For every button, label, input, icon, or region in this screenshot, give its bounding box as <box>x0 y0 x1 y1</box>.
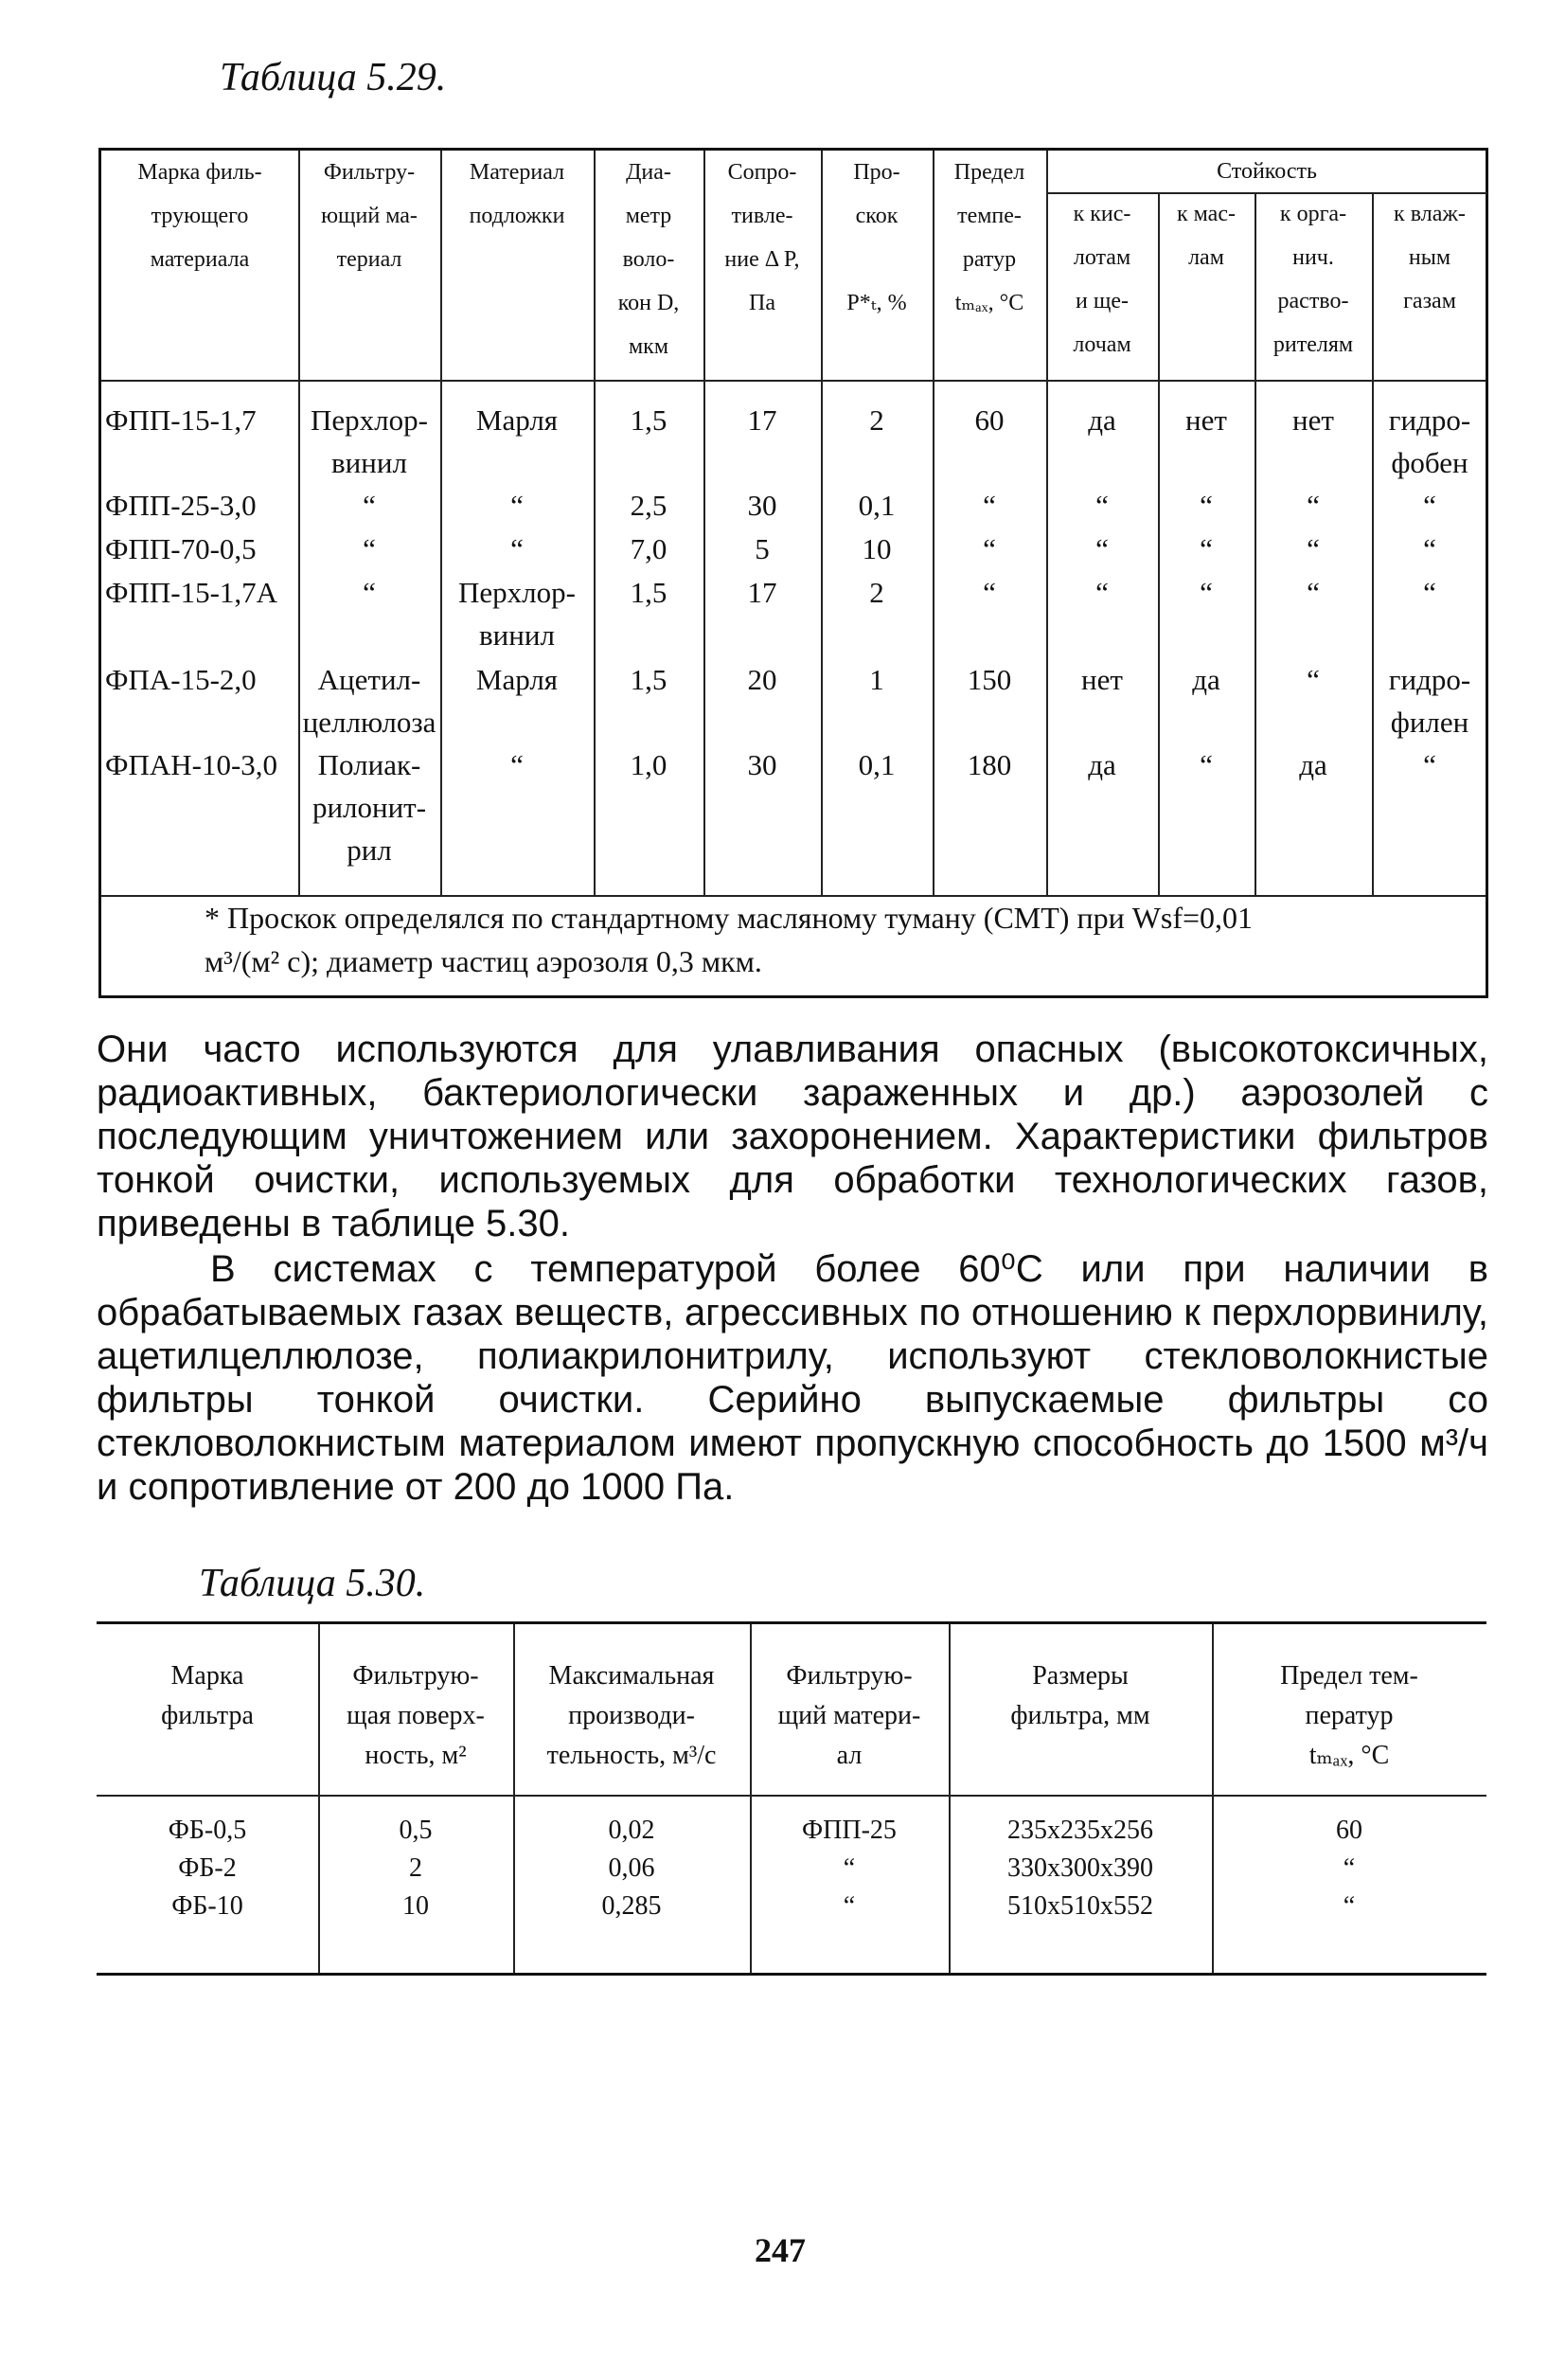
table-caption: Таблица 5.30. <box>199 1562 426 1605</box>
cell-material: “ <box>363 489 376 522</box>
cell-slip: 0,1 <box>858 748 896 781</box>
cell-grade: ФПА-15-2,0 <box>105 663 257 696</box>
column-header: Максимальная производи- тельность, м³/с <box>546 1661 717 1770</box>
cell-diam: 1,0 <box>630 748 667 781</box>
column-values <box>949 1812 1212 1925</box>
table-cell: 2 <box>409 1853 422 1883</box>
cell-diam: 7,0 <box>630 532 667 565</box>
page-number: 247 <box>755 2231 806 2269</box>
paragraph: Они часто используются для улавливания опасных (высокотоксичных, радиоактивных, бактериологически зараженных и др.) аэрозолей с последующим уничтожением или захоронением. Характеристики фильтров тонкой очистки, используемых для обработки технологических газов, приведены в таблице 5.30. <box>97 1029 1488 1244</box>
cell-acid: “ <box>1095 532 1109 565</box>
cell-material: “ <box>363 532 376 565</box>
cell-slip: 2 <box>869 403 884 437</box>
resistance-subheader: к мас- лам <box>1177 202 1236 270</box>
cell-acid: да <box>1088 748 1116 781</box>
table-row <box>101 571 1486 652</box>
cell-slip: 0,1 <box>858 489 896 522</box>
table-cell: 235x235x256 <box>1007 1816 1153 1845</box>
table-row <box>101 743 1486 867</box>
cell-acid: “ <box>1095 576 1109 609</box>
column-values <box>318 1812 513 1925</box>
cell-resist: 5 <box>755 532 770 565</box>
cell-resist: 30 <box>747 748 777 781</box>
table-cell: ФБ-0,5 <box>168 1816 247 1845</box>
column-header: Сопро- тивле- ние Δ P, Па <box>724 160 800 315</box>
cell-material: Полиак- рилонит- рил <box>311 748 427 867</box>
cell-oil: “ <box>1200 489 1213 522</box>
column-header: Размеры фильтра, мм <box>1010 1661 1150 1730</box>
cell-acid: да <box>1088 403 1116 437</box>
cell-resist: 17 <box>747 576 777 609</box>
column-values <box>1212 1812 1486 1925</box>
column-header: Предел темпе- ратур tₘₐₓ, °C <box>953 160 1025 315</box>
cell-substrate: Марля <box>475 403 559 437</box>
column-values <box>513 1812 750 1925</box>
cell-resist: 17 <box>747 403 777 437</box>
paragraph: В системах с температурой более 60⁰С или при наличии в обрабатываемых газах веществ, агрессивных по отношению к перхлорвинилу, ацетилцеллюлозе, полиакрилонитрилу, используют стекловолокнистые фильтры тонкой очистки. Серийно выпускаемые фильтры со стекловолокнистым материалом имеют пропускную способность до 1500 м³/ч и сопротивление от 200 до 1000 Па. <box>97 1248 1488 1508</box>
cell-grade: ФПАН-10-3,0 <box>105 748 278 781</box>
cell-acid: “ <box>1095 489 1109 522</box>
column-header: Про- скок P*ₜ, % <box>846 160 907 315</box>
table-cell: “ <box>1343 1853 1356 1883</box>
footnote-line-2: м³/(м² c); диаметр частиц аэрозоля 0,3 мкм. <box>205 944 762 978</box>
cell-tmax: 60 <box>974 403 1005 437</box>
cell-acid: нет <box>1081 663 1123 696</box>
cell-oil: “ <box>1200 576 1213 609</box>
table-cell: ФБ-2 <box>178 1853 237 1883</box>
column-header: Предел тем- ператур tₘₐₓ, °C <box>1280 1661 1418 1770</box>
cell-moist: “ <box>1423 532 1436 565</box>
glass-fiber-filters-table <box>97 1621 1486 1976</box>
cell-org: нет <box>1292 403 1334 437</box>
cell-tmax: “ <box>983 489 996 522</box>
resistance-subheader: к кис- лотам и ще- лочам <box>1073 202 1131 357</box>
table-cell: 10 <box>402 1891 429 1921</box>
cell-substrate: “ <box>510 532 524 565</box>
cell-grade: ФПП-25-3,0 <box>105 489 257 522</box>
column-values <box>750 1812 949 1925</box>
resistance-subheader: к орга- нич. раство- рителям <box>1272 202 1354 357</box>
table-cell: 0,06 <box>608 1853 655 1883</box>
cell-org: “ <box>1307 576 1320 609</box>
table-cell: ФПП-25 <box>802 1816 897 1845</box>
cell-moist: гидро- фобен <box>1388 403 1471 479</box>
table-cell: “ <box>843 1891 856 1921</box>
cell-substrate: “ <box>510 489 524 522</box>
cell-diam: 1,5 <box>630 576 667 609</box>
table-footnote <box>205 896 1454 983</box>
cell-diam: 1,5 <box>630 403 667 437</box>
table-row <box>101 399 1486 479</box>
cell-grade: ФПП-70-0,5 <box>105 532 257 565</box>
cell-tmax: 180 <box>967 748 1012 781</box>
footnote-line-1: * Проскок определялся по стандартному масляному туману (СМТ) при Wsf=0,01 <box>205 901 1254 935</box>
cell-slip: 2 <box>869 576 884 609</box>
cell-material: Перхлор- винил <box>311 403 428 479</box>
cell-resist: 30 <box>747 489 777 522</box>
cell-material: Ацетил- целлюлоза <box>302 663 436 739</box>
cell-diam: 1,5 <box>630 663 667 696</box>
column-header: Материал подложки <box>469 160 565 228</box>
table-cell: 0,5 <box>399 1816 433 1845</box>
column-header: Фильтрую- щий матери- ал <box>777 1661 921 1770</box>
table-cell: 0,285 <box>601 1891 662 1921</box>
cell-resist: 20 <box>747 663 777 696</box>
table-row <box>101 658 1486 739</box>
cell-org: “ <box>1307 489 1320 522</box>
column-header: Марка филь- трующего материала <box>137 160 262 272</box>
cell-tmax: 150 <box>967 663 1012 696</box>
table-cell: “ <box>1343 1891 1356 1921</box>
cell-moist: “ <box>1423 576 1436 609</box>
column-header: Диа- метр воло- кон D, мкм <box>617 160 680 359</box>
cell-moist: “ <box>1423 489 1436 522</box>
cell-org: да <box>1299 748 1327 781</box>
resistance-header: Стойкость <box>1217 159 1317 184</box>
column-header: Фильтрую- щая поверх- ность, м² <box>347 1661 485 1770</box>
cell-diam: 2,5 <box>630 489 667 522</box>
cell-oil: да <box>1192 663 1220 696</box>
table-cell: ФБ-10 <box>171 1891 243 1921</box>
cell-slip: 1 <box>869 663 884 696</box>
resistance-subheader: к влаж- ным газам <box>1394 202 1466 313</box>
table-cell: 510x510x552 <box>1007 1891 1153 1921</box>
cell-slip: 10 <box>862 532 892 565</box>
cell-substrate: Марля <box>475 663 559 696</box>
table-caption: Таблица 5.29. <box>220 56 447 99</box>
cell-grade: ФПП-15-1,7А <box>105 576 278 609</box>
column-header: Фильтру- ющий ма- териал <box>321 160 418 272</box>
cell-substrate: Перхлор- винил <box>458 576 576 652</box>
cell-moist: “ <box>1423 748 1436 781</box>
cell-oil: “ <box>1200 748 1213 781</box>
cell-tmax: “ <box>983 576 996 609</box>
cell-grade: ФПП-15-1,7 <box>105 403 257 437</box>
cell-oil: “ <box>1200 532 1213 565</box>
table-cell: 0,02 <box>608 1816 655 1845</box>
table-row <box>101 484 1486 522</box>
body-text <box>97 1028 1488 1509</box>
column-header: Марка фильтра <box>161 1661 254 1730</box>
cell-substrate: “ <box>510 748 524 781</box>
cell-org: “ <box>1307 663 1320 696</box>
cell-material: “ <box>363 576 376 609</box>
filter-materials-table <box>98 148 1488 998</box>
column-values <box>97 1812 318 1925</box>
table-cell: “ <box>843 1853 856 1883</box>
cell-org: “ <box>1307 532 1320 565</box>
table-cell: 60 <box>1336 1816 1362 1845</box>
table-cell: 330x300x390 <box>1007 1853 1153 1883</box>
cell-moist: гидро- филен <box>1388 663 1471 739</box>
cell-tmax: “ <box>983 532 996 565</box>
cell-oil: нет <box>1185 403 1227 437</box>
